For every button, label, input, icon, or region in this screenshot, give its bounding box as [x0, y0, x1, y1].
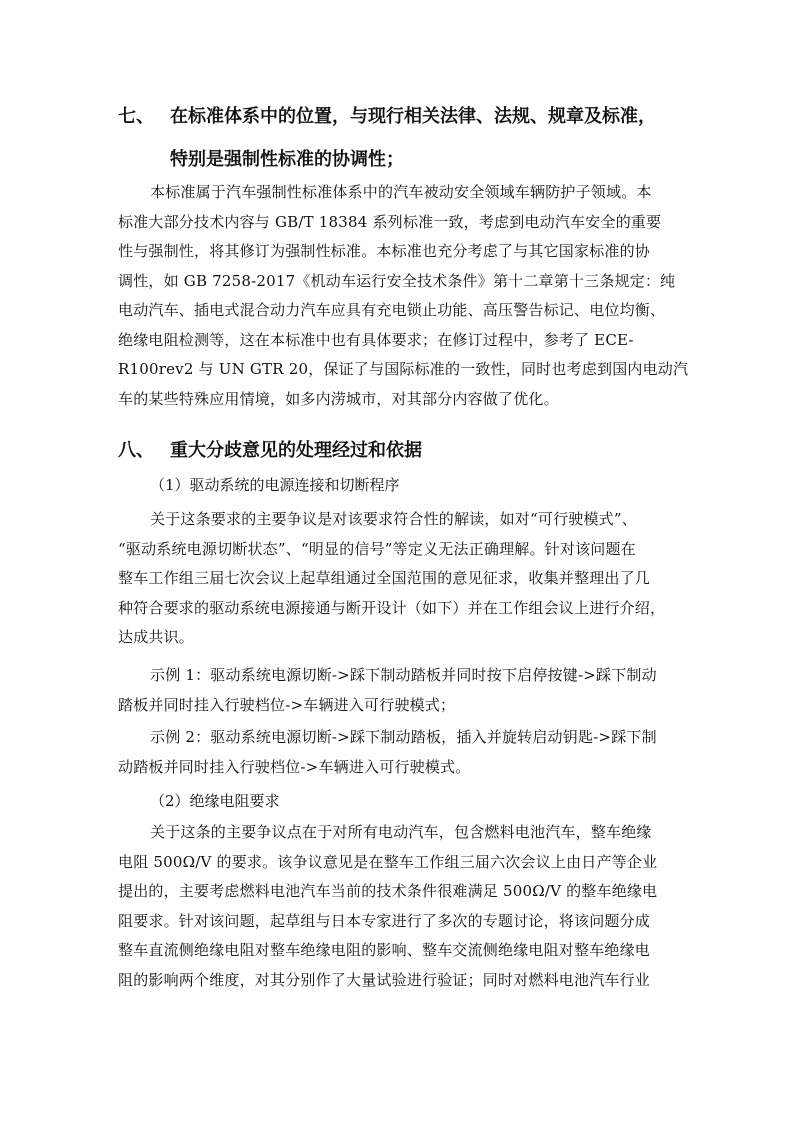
- text-line: 动踏板并同时挂入行驶档位->车辆进入可行驶模式。: [118, 757, 471, 776]
- section-7-number: 七、: [118, 106, 154, 127]
- item-2-heading: （2）绝缘电阻要求: [150, 792, 280, 810]
- text-line: 达成共识。: [118, 628, 195, 646]
- text-line: “驱动系统电源切断状态”、“明显的信号”等定义无法正确理解。针对该问题在: [118, 539, 636, 558]
- item-1-heading: （1）驱动系统的电源连接和切断程序: [150, 476, 400, 494]
- section-7-heading-line2: [170, 145, 404, 175]
- section-7-title-line1: 在标准体系中的位置，与现行相关法律、法规、规章及标准，: [170, 106, 656, 127]
- text-line: 电阻 500Ω/V 的要求。该争议意见是在整车工作组三届六次会议上由日产等企业: [118, 852, 658, 871]
- text-line: 阻要求。针对该问题，起草组与日本专家进行了多次的专题讨论，将该问题分成: [118, 911, 651, 930]
- text-line: 本标准属于汽车强制性标准体系中的汽车被动安全领域车辆防护子领域。本: [150, 183, 652, 201]
- section-7-title-line2: 特别是强制性标准的协调性；: [170, 149, 404, 170]
- text-line: 绝缘电阻检测等，这在本标准中也有具体要求；在修订过程中，参考了 ECE-: [118, 330, 634, 349]
- text-line: 车的某些特殊应用情境，如多内涝城市，对其部分内容做了优化。: [118, 389, 559, 408]
- text-line: 示例 1：驱动系统电源切断->踩下制动踏板并同时按下启停按键->踩下制动: [150, 666, 657, 684]
- text-line: 标准大部分技术内容与 GB/T 18384 系列标准一致，考虑到电动汽车安全的重要: [118, 212, 662, 231]
- section-8-number: 八、: [118, 440, 154, 461]
- text-line: 整车工作组三届七次会议上起草组通过全国范围的意见征求，收集并整理出了几: [118, 569, 651, 587]
- text-line: R100rev2 与 UN GTR 20，保证了与国际标准的一致性，同时也考虑到国内电动汽: [118, 360, 689, 378]
- example-2: [118, 723, 686, 782]
- section-8-heading: [118, 436, 422, 466]
- text-line: 整车直流侧绝缘电阻对整车绝缘电阻的影响、整车交流侧绝缘电阻对整车绝缘电: [118, 941, 651, 959]
- text-line: 调性，如 GB 7258-2017《机动车运行安全技术条件》第十二章第十三条规定：纯: [118, 271, 676, 290]
- section-7-heading: [118, 102, 656, 132]
- example-1: [118, 661, 686, 720]
- text-line: 阻的影响两个维度，对其分别作了大量试验进行验证；同时对燃料电池汽车行业: [118, 970, 651, 989]
- text-line: 种符合要求的驱动系统电源接通与断开设计（如下）并在工作组会议上进行介绍，: [118, 598, 666, 617]
- text-line: 关于这条要求的主要争议是对该要求符合性的解读，如对“可行驶模式”、: [150, 510, 637, 528]
- text-line: 性与强制性，将其修订为强制性标准。本标准也充分考虑了与其它国家标准的协: [118, 242, 651, 260]
- item-2-body: [118, 818, 686, 995]
- text-line: 关于这条的主要争议点在于对所有电动汽车，包含燃料电池汽车，整车绝缘: [150, 823, 652, 841]
- section-7-body: [118, 178, 689, 414]
- text-line: 提出的，主要考虑燃料电池汽车当前的技术条件很难满足 500Ω/V 的整车绝缘电: [118, 882, 658, 900]
- section-8-title: 重大分歧意见的处理经过和依据: [170, 440, 422, 461]
- text-line: 踏板并同时挂入行驶档位->车辆进入可行驶模式；: [118, 695, 456, 714]
- text-line: 电动汽车、插电式混合动力汽车应具有充电锁止功能、高压警告标记、电位均衡、: [118, 301, 666, 319]
- text-line: 示例 2：驱动系统电源切断->踩下制动踏板，插入并旋转启动钥匙->踩下制: [150, 728, 657, 746]
- item-1-body: [118, 505, 686, 653]
